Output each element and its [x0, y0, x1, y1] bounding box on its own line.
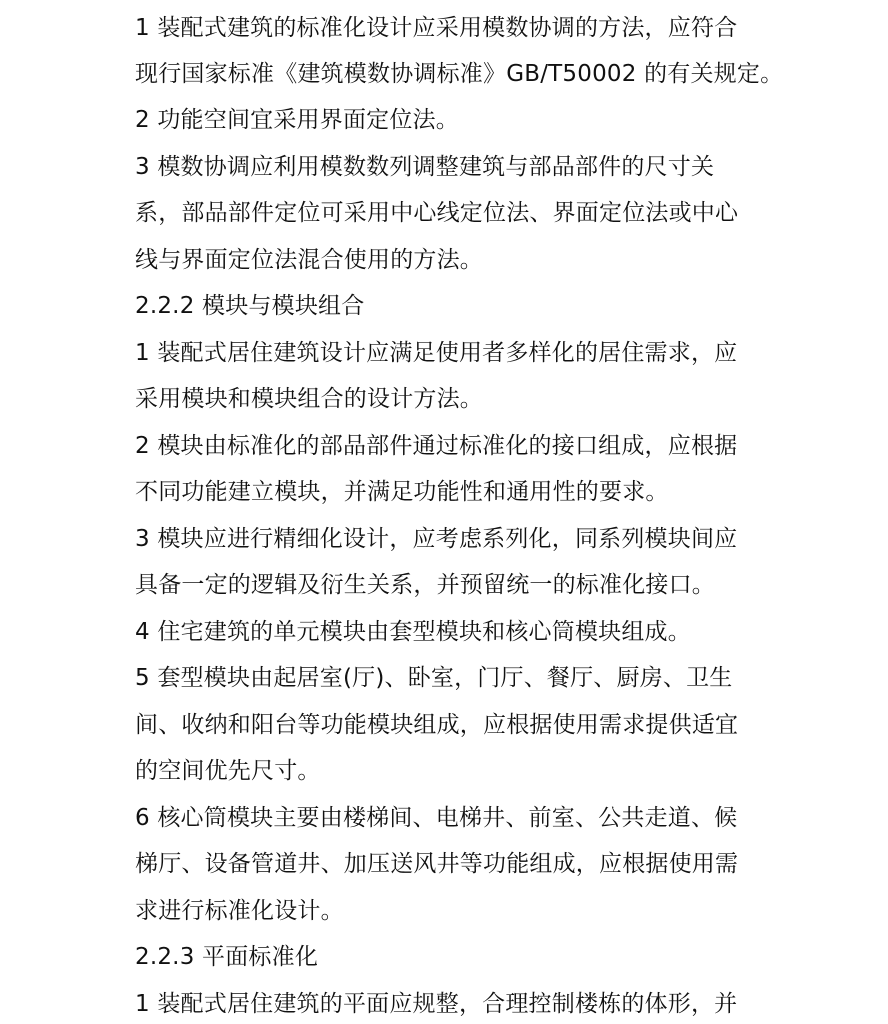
text-line: 不同功能建立模块，并满足功能性和通用性的要求。 [135, 479, 669, 505]
text-line: 梯厅、设备管道井、加压送风井等功能组成，应根据使用需 [135, 851, 739, 877]
text-line: 2 模块由标准化的部品部件通过标准化的接口组成，应根据 [135, 433, 738, 459]
text-line: 1 装配式居住建筑的平面应规整，合理控制楼栋的体形，并 [135, 991, 738, 1017]
text-line: 6 核心筒模块主要由楼梯间、电梯井、前室、公共走道、候 [135, 805, 738, 831]
text-line: 5 套型模块由起居室(厅)、卧室，门厅、餐厅、厨房、卫生 [135, 665, 733, 691]
text-line: 采用模块和模块组合的设计方法。 [135, 386, 483, 412]
text-line: 4 住宅建筑的单元模块由套型模块和核心筒模块组成。 [135, 619, 691, 645]
text-line: 1 装配式建筑的标准化设计应采用模数协调的方法，应符合 [135, 15, 738, 41]
text-line: 系，部品部件定位可采用中心线定位法、界面定位法或中心 [135, 200, 739, 226]
text-line: 具备一定的逻辑及衍生关系，并预留统一的标准化接口。 [135, 572, 715, 598]
text-line: 求进行标准化设计。 [135, 898, 344, 924]
section-heading: 2.2.2 模块与模块组合 [135, 293, 365, 319]
text-line: 间、收纳和阳台等功能模块组成，应根据使用需求提供适宜 [135, 712, 739, 738]
text-line: 2 功能空间宜采用界面定位法。 [135, 107, 459, 133]
text-line: 现行国家标准《建筑模数协调标准》GB/T50002 的有关规定。 [135, 61, 784, 87]
text-line: 3 模块应进行精细化设计，应考虑系列化，同系列模块间应 [135, 526, 738, 552]
text-line: 3 模数协调应利用模数数列调整建筑与部品部件的尺寸关 [135, 154, 715, 180]
text-line: 线与界面定位法混合使用的方法。 [135, 247, 483, 273]
text-line: 的空间优先尺寸。 [135, 758, 321, 784]
section-heading: 2.2.3 平面标准化 [135, 944, 319, 970]
text-line: 1 装配式居住建筑设计应满足使用者多样化的居住需求，应 [135, 340, 738, 366]
